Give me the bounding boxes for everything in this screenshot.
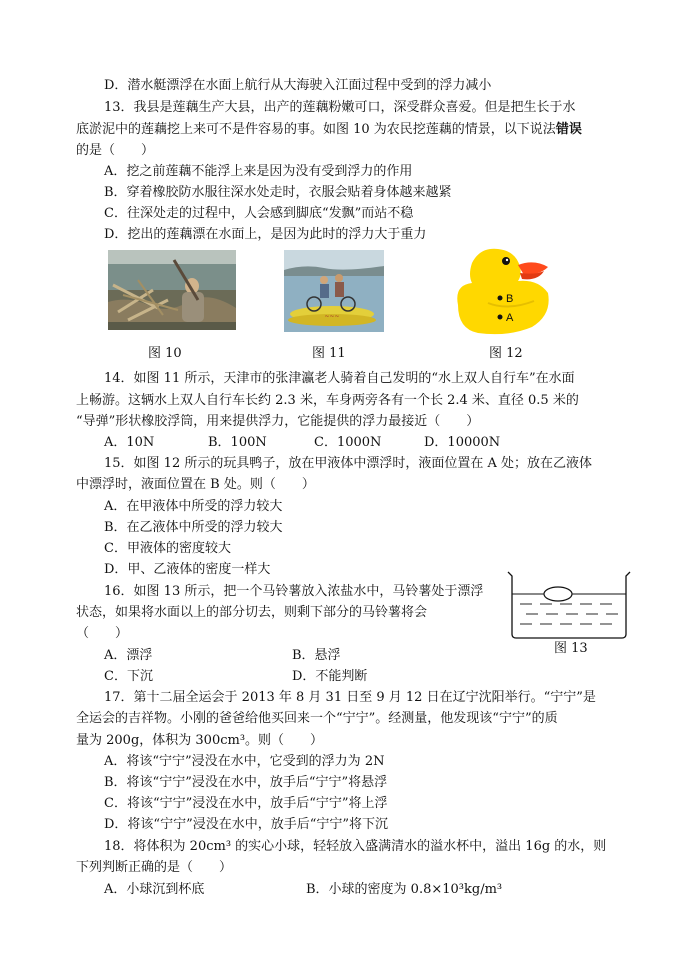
q15-stem-line2: 中漂浮时，液面位置在 B 处。则（ ） — [76, 477, 315, 492]
q14-stem-line2: 上畅游。这辆水上双人自行车长约 2.3 米，车身两旁各有一个长 2.4 米、直径 0.5 米的 — [76, 393, 579, 408]
q16-stem-line2: 状态，如果将水面以上的部分切去，则剩下部分的马铃薯将会 — [76, 605, 428, 620]
duck-level-label-b: B — [506, 293, 514, 305]
q14-stem-line1: 14．如图 11 所示，天津市的张津瀛老人骑着自己发明的“水上双人自行车”在水面 — [104, 371, 575, 386]
q15-option-b: B．在乙液体中所受的浮力较大 — [104, 520, 283, 535]
q13-option-a: A．挖之前莲藕不能浮上来是因为没有受到浮力的作用 — [104, 164, 413, 179]
q13-option-d: D．挖出的莲藕漂在水面上，是因为此时的浮力大于重力 — [104, 227, 427, 242]
figure-13-caption: 图 13 — [554, 641, 588, 656]
q14-option-b: B．100N — [208, 435, 267, 450]
figure-13-beaker-with-potato — [506, 568, 632, 640]
q15-option-a: A．在甲液体中所受的浮力较大 — [104, 499, 283, 514]
figure-12-toy-duck — [448, 245, 552, 337]
q15-option-d: D．甲、乙液体的密度一样大 — [104, 562, 271, 577]
figure-12-caption: 图 12 — [489, 346, 523, 361]
q13-stem-line1: 13．我县是莲藕生产大县，出产的莲藕粉嫩可口，深受群众喜爱。但是把生长于水 — [104, 100, 576, 115]
q13-stem-emphasis: 错误 — [555, 122, 582, 137]
q17-stem-line3: 量为 200g，体积为 300cm³。则（ ） — [76, 733, 324, 748]
q14-stem-line3: “导弹”形状橡胶浮筒，用来提供浮力，它能提供的浮力最接近（ ） — [76, 414, 480, 429]
q14-option-c: C．1000N — [314, 435, 382, 450]
figure-10-caption: 图 10 — [148, 346, 182, 361]
q15-stem-line1: 15．如图 12 所示的玩具鸭子，放在甲液体中漂浮时，液面位置在 A 处；放在乙液体 — [104, 456, 593, 471]
q13-option-b: B．穿着橡胶防水服往深水处走时，衣服会贴着身体越来越紧 — [104, 185, 452, 200]
q13-stem-line3: 的是（ ） — [76, 143, 155, 158]
q17-option-d: D．将该“宁宁”浸没在水中，放手后“宁宁”将下沉 — [104, 817, 389, 832]
figure-11-caption: 图 11 — [312, 346, 346, 361]
q15-option-c: C．甲液体的密度较大 — [104, 541, 231, 556]
duck-level-label-a: A — [506, 312, 514, 324]
q17-option-b: B．将该“宁宁”浸没在水中，放手后“宁宁”将悬浮 — [104, 775, 388, 790]
q16-option-b: B．悬浮 — [292, 648, 341, 663]
q12-option-d: D．潜水艇漂浮在水面上航行从大海驶入江面过程中受到的浮力减小 — [104, 78, 492, 93]
q16-option-d: D．不能判断 — [292, 669, 368, 684]
q17-option-c: C．将该“宁宁”浸没在水中，放手后“宁宁”将上浮 — [104, 796, 388, 811]
q13-stem-line2 — [76, 120, 582, 140]
q16-option-a: A．漂浮 — [104, 648, 153, 663]
q18-option-a: A．小球沉到杯底 — [104, 882, 205, 897]
q18-option-b: B．小球的密度为 0.8×10³kg/m³ — [306, 882, 503, 897]
q14-option-d: D．10000N — [424, 435, 501, 450]
q17-stem-line1: 17．第十二届全运会于 2013 年 8 月 31 日至 9 月 12 日在辽宁沈阳举行。“宁宁”是 — [104, 690, 596, 705]
figure-11-water-bicycle-photo — [284, 250, 384, 332]
q13-option-c: C．往深处走的过程中，人会感到脚底“发飘”而站不稳 — [104, 206, 414, 221]
svg-text:~~~: ~~~ — [324, 313, 340, 320]
q18-stem-line1: 18．将体积为 20cm³ 的实心小球，轻轻放入盛满清水的溢水杯中，溢出 16g 的水，则 — [104, 839, 607, 854]
q16-stem-line1: 16．如图 13 所示，把一个马铃薯放入浓盐水中，马铃薯处于漂浮 — [104, 584, 484, 599]
q13-stem-text: 底淤泥中的莲藕挖上来可不是件容易的事。如图 10 为农民挖莲藕的情景，以下说法 — [76, 122, 556, 137]
q17-stem-line2: 全运会的吉祥物。小刚的爸爸给他买回来一个“宁宁”。经测量，他发现该“宁宁”的质 — [76, 711, 558, 726]
q14-option-a: A．10N — [104, 435, 155, 450]
q17-option-a: A．将该“宁宁”浸没在水中，它受到的浮力为 2N — [104, 754, 385, 769]
q16-option-c: C．下沉 — [104, 669, 153, 684]
figure-10-lotus-digging-photo — [108, 250, 236, 330]
q18-stem-line2: 下列判断正确的是（ ） — [76, 860, 233, 875]
q16-stem-line3: （ ） — [76, 626, 129, 641]
